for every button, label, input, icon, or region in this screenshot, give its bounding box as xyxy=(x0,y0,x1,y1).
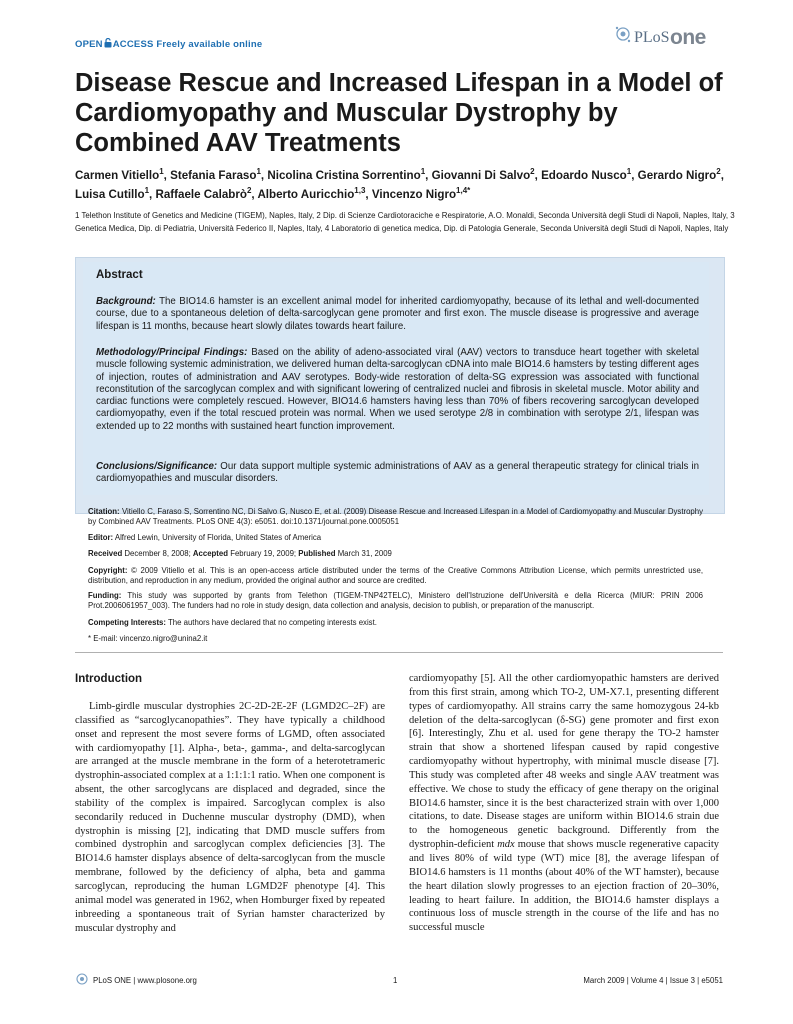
author-name: Luisa Cutillo xyxy=(75,188,145,201)
background-label: Background: xyxy=(96,296,156,307)
abstract-background xyxy=(96,296,699,333)
methodology-label: Methodology/Principal Findings: xyxy=(96,347,248,358)
conclusions-text: Our data support multiple systemic administrations of AAV as a general therapeutic strategy for clinical trials in cardiomyopathies and muscular disorders. xyxy=(96,461,699,485)
funding-text: This study was supported by grants from Telethon (TIGEM-TNP42TELC), Ministero dell'Istruzione dell'Università e della Ricerca (MIUR: PRIN 2006 Prot.2006061957_003). The funders had no role in study design, data collection and analysis, decision to publish, or preparation of the manuscript. xyxy=(88,591,703,611)
abstract-heading: Abstract xyxy=(96,269,143,281)
author-name: Carmen Vitiello xyxy=(75,169,160,182)
author-affiliation-mark: 1 xyxy=(420,167,426,177)
author-affiliation-mark: 2 xyxy=(246,186,252,196)
author xyxy=(170,169,261,182)
author-name: Nicolina Cristina Sorrentino xyxy=(267,169,421,182)
footer-issue: March 2009 | Volume 4 | Issue 3 | e5051 xyxy=(583,976,723,985)
author xyxy=(155,188,251,201)
open-lock-icon xyxy=(104,38,112,48)
author xyxy=(75,169,164,182)
author-name: Stefania Faraso xyxy=(170,169,257,182)
editor-label: Editor: xyxy=(88,533,114,542)
conclusions-label: Conclusions/Significance: xyxy=(96,461,218,472)
citation-label: Citation: xyxy=(88,507,120,516)
corresponding-email[interactable]: * E-mail: vincenzo.nigro@unina2.it xyxy=(88,634,208,643)
copyright xyxy=(88,566,703,587)
author-name: Raffaele Calabrò xyxy=(155,188,247,201)
author-affiliation-mark: 1,4* xyxy=(456,186,471,196)
right-column-text-a: cardiomyopathy [5]. All the other cardiomyopathic hamsters are derived from this first strain, among which TO-2, UM-X7.1, presenting different types of cardiomyopathy. All strains carry the same homozygous 24-kb deletion of the delta-sarcoglycan (δ-SG) gene promoter and first exon [6]. Interestingly, Zhu et al. used for gene therapy the TO-2 hamster strain that show a shortened lifespan caused by rapid congestive cardiomyopathy without hypertrophy, with minimal muscle disease [7]. This study was completed after 48 weeks and single AAV treatment was effective. We chose to study the efficacy of gene therapy on the original BIO14.6 hamster, since it is the best characterized strain with over 1,000 citations, to date. Disease stages are uniform within BIO14.6 strain due to the homogeneous genetic background. Differently from the dystrophin-deficient xyxy=(409,673,719,851)
editor-text: Alfred Lewin, University of Florida, United States of America xyxy=(114,533,322,542)
author-name: Vincenzo Nigro xyxy=(371,188,457,201)
author-affiliation-mark: 2 xyxy=(530,167,535,177)
open-access-banner xyxy=(75,38,262,50)
publication-dates xyxy=(88,549,703,559)
abstract-methodology xyxy=(96,347,699,433)
open-access-label: OPEN xyxy=(75,39,103,50)
right-column-text-b: mouse that shows muscle regenerative capacity and lives 80% of wild type (WT) mice [8], the average lifespan of BIO14.6 hamsters is 11 months (about 40% of the WT hamster), because the heart dilation slowly progresses to an ejection fraction of 20–30%, leading to heart failure. In addition, the BIO14.6 hamster displays a continuous loss of muscle strength in the course of the life and has no successful muscle xyxy=(409,839,719,934)
accepted-label: Accepted xyxy=(192,549,229,558)
received-label: Received xyxy=(88,549,123,558)
section-divider xyxy=(75,652,723,653)
competing-text: The authors have declared that no competing interests exist. xyxy=(168,618,377,627)
citation xyxy=(88,507,703,528)
author-name: Alberto Auricchio xyxy=(257,188,355,201)
free-online-label: ACCESS Freely available online xyxy=(112,39,263,50)
competing-label: Competing Interests: xyxy=(88,618,166,627)
mdx-term: mdx xyxy=(497,839,515,851)
copyright-text: © 2009 Vitiello et al. This is an open-access article distributed under the terms of the Creative Commons Attribution License, which permits unrestricted use, distribution, and reproduction in any medium, provided the original author and source are credited. xyxy=(88,566,703,586)
footer-journal[interactable]: PLoS ONE | www.plosone.org xyxy=(93,976,197,985)
accepted-date: February 19, 2009; xyxy=(230,549,297,558)
author xyxy=(257,188,365,201)
funding xyxy=(88,591,703,612)
author-affiliation-mark: 1 xyxy=(626,167,632,177)
author-name: Giovanni Di Salvo xyxy=(431,169,531,182)
body-left-column: Limb-girdle muscular dystrophies 2C-2D-2E-2F (LGMD2C–2F) are classified as “sarcoglycanopathies”. They have typically a childhood onset and represent the most severe forms of LGMD, often associated with cardiomyopathy [1]. Alpha-, beta-, gamma-, and delta-sarcoglycan are arranged at the muscle membrane in the form of a heterotetrameric dystrophin-associated complex at a 1:1:1:1 ratio. When one component is absent, the other sarcoglycans are displaced and degraded, since the stability of the complex is impaired. Sarcoglycan complex is also secondarily reduced in Duchenne muscular dystrophy (DMD), when dystrophin is missing [2], indicating that DMD muscle suffers from combined dystrophin and sarcoglycan complex deficiencies [3]. The BIO14.6 hamster displays absence of delta-sarcoglycan from the muscle membrane, followed by the deficiency of alpha, beta and gamma sarcoglycan, reproducing the human LGMD2F phenotype [4]. This animal model was generated in 1962, when Homburger fixed by repeated inbreeding a spontaneous trait of Syrian hamster characterized by muscular dystrophy and xyxy=(75,701,385,934)
published-label: Published xyxy=(298,549,336,558)
logo-swirl-icon xyxy=(612,24,632,46)
editor xyxy=(88,533,703,543)
body-right-column xyxy=(409,672,719,998)
introduction-heading: Introduction xyxy=(75,673,143,685)
copyright-label: Copyright: xyxy=(88,566,128,575)
background-text: The BIO14.6 hamster is an excellent animal model for inherited cardiomyopathy, because of its lethal and well-documented course, due to a spontaneous deletion of delta-sarcoglycan gene promoter and first exon. The muscle disease is progressive and average lifespan is 11 months, because heart slowly dilates towards heart failure. xyxy=(96,296,699,332)
affiliations: 1 Telethon Institute of Genetics and Medicine (TIGEM), Naples, Italy, 2 Dip. di Scienze Cardiotoraciche e Respiratorie, A.O. Monaldi, Seconda Università degli Studi di Napoli, Naples, Italy, 3 Genetica Medica, Dip. di Pediatria, Università Federico II, Naples, Italy, 4 Laboratorio di genetica medica, Dip. di Patologia Generale, Seconda Università degli Studi di Napoli, Naples, Italy xyxy=(75,211,735,234)
author-list: Carmen Vitiello$^1$, Stefania Faraso$^1$, Nicolina Cristina Sorrentino$^1$, Giovanni Di Salvo$^2$, Edoardo Nusco$^1$, Gerardo Nigro$^2$, Luisa Cutillo$^1$, Raffaele Calabrò$^2$, Alberto Auricchio$^{1,3}$, Vincenzo Nigro$^{1,4*}$ xyxy=(75,167,724,201)
footer-plos-icon xyxy=(75,972,89,986)
methodology-text: Based on the ability of adeno-associated viral (AAV) vectors to transduce heart together with skeletal muscle following systemic administration, we delivered human delta-sarcoglycan cDNA into male BIO14.6 hamsters by testing different ages of injection, routes of administration and AAV serotypes. Body-wide restoration of delta-SG expression was associated with functional reconstitution of the sarcoglycan complex and with significant lowering of centralized nuclei and fibrosis in skeletal muscle. Motor ability and cardiac functions were completely rescued. However, BIO14.6 hamsters having less than 70% of fibers recovering sarcoglycan developed cardiomyopathy, even if the total rescued protein was normal. When we used serotype 2/8 in combination with serotype 2/1, lifespan was extended up to 22 months with sustained heart function improvement. xyxy=(96,347,699,432)
author xyxy=(75,188,149,201)
article-title: Disease Rescue and Increased Lifespan in a Model of Cardiomyopathy and Muscular Dystrophy by Combined AAV Treatments xyxy=(75,69,723,157)
author-name: Gerardo Nigro xyxy=(637,169,717,182)
funding-label: Funding: xyxy=(88,591,122,600)
competing-interests xyxy=(88,618,703,628)
author-affiliation-mark: 1 xyxy=(144,186,150,196)
page-number: 1 xyxy=(393,976,398,985)
received-date: December 8, 2008; xyxy=(124,549,191,558)
author-name: Edoardo Nusco xyxy=(541,169,627,182)
plos-one-logo xyxy=(612,24,722,52)
abstract-conclusions xyxy=(96,461,699,486)
author-affiliation-mark: 1 xyxy=(256,167,261,177)
logo-one-text: one xyxy=(670,26,706,49)
logo-plos-text: PLoS xyxy=(634,29,670,46)
author-affiliation-mark: 1,3 xyxy=(354,186,366,196)
author-affiliation-mark: 1 xyxy=(159,167,164,177)
author xyxy=(432,169,535,182)
author xyxy=(267,169,425,182)
author xyxy=(541,169,631,182)
author-affiliation-mark: 2 xyxy=(716,167,721,177)
author xyxy=(372,188,470,201)
published-date: March 31, 2009 xyxy=(337,549,392,558)
citation-text: Vitiello C, Faraso S, Sorrentino NC, Di Salvo G, Nusco E, et al. (2009) Disease Rescue and Increased Lifespan in a Model of Cardiomyopathy and Muscular Dystrophy by Combined AAV Treatments. PLoS ONE 4(3): e5051. doi:10.1371/journal.pone.0005051 xyxy=(88,507,703,527)
author xyxy=(638,169,721,182)
